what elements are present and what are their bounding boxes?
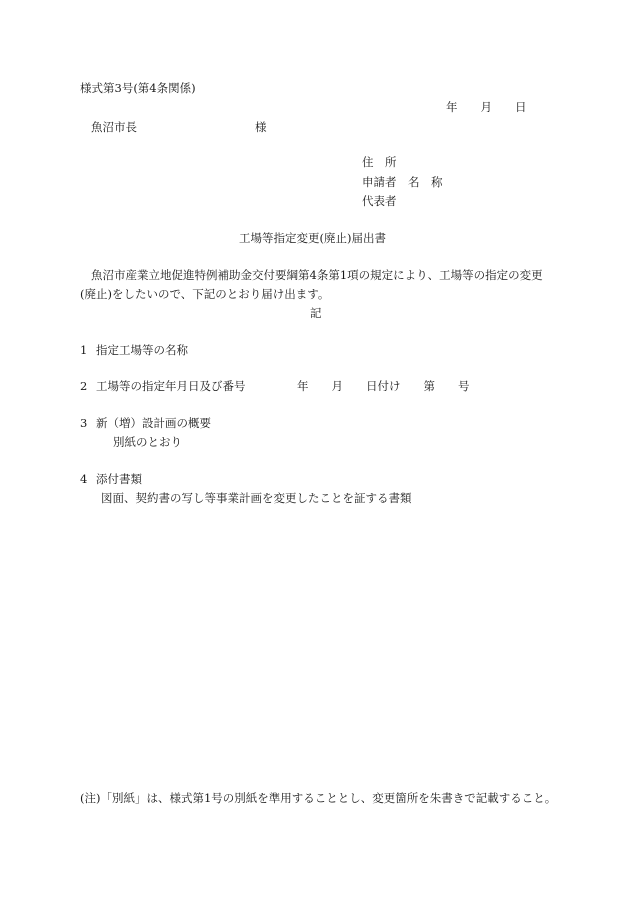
recipient-honorific: 様	[255, 120, 267, 134]
body-line-1: 魚沼市産業立地促進特例補助金交付要綱第4条第1項の規定により、工場等の指定の変更	[91, 268, 543, 282]
item-3-label: 新（増）設計画の概要	[96, 416, 211, 430]
applicant-representative-label: 代表者	[362, 194, 397, 208]
applicant-address-label: 住 所	[362, 155, 397, 169]
item-2-number: 2	[80, 379, 88, 393]
item-2-value: 年 月 日付け 第 号	[297, 379, 470, 393]
item-4-detail: 図面、契約書の写し等事業計画を変更したことを証する書類	[101, 491, 412, 505]
footnote: (注)「別紙」は、様式第1号の別紙を準用することとし、変更箇所を朱書きで記載すること。	[80, 791, 557, 805]
item-4-label: 添付書類	[96, 472, 142, 486]
form-number: 様式第3号(第4条関係)	[80, 81, 196, 95]
item-4-number: 4	[80, 472, 88, 486]
body-line-2: (廃止)をしたいので、下記のとおり届け出ます。	[80, 287, 330, 301]
item-1-number: 1	[80, 343, 88, 357]
ki-heading: 記	[310, 306, 322, 320]
document-title: 工場等指定変更(廃止)届出書	[239, 231, 386, 245]
date-line: 年 月 日	[446, 100, 527, 114]
recipient-name: 魚沼市長	[91, 120, 137, 134]
item-2-label: 工場等の指定年月日及び番号	[96, 379, 246, 393]
item-3-number: 3	[80, 416, 88, 430]
applicant-name-label: 申請者 名 称	[362, 175, 443, 189]
item-1-label: 指定工場等の名称	[96, 343, 188, 357]
item-3-detail: 別紙のとおり	[113, 435, 182, 449]
